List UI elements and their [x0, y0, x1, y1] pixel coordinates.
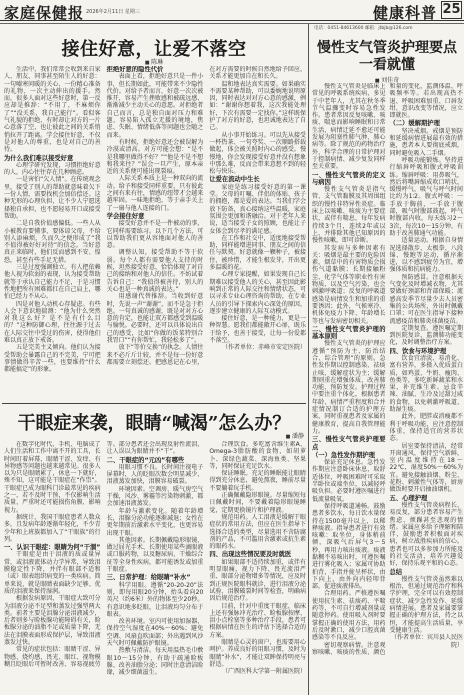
- section-title: 健康科普: [372, 4, 437, 22]
- body-paragraph: 密切观察病情。注意观察咳嗽、咳痰的性质、颜色和量的变化，监测体温、呼吸频率等。若出现高热不退、呼吸困难加重、口唇发绀、意识改变等情况，应立即就医。: [312, 83, 463, 656]
- page-number: 25: [442, 2, 461, 17]
- body-paragraph: 调整认知，接受帮助不等于软弱。每个人都有需要他人支持的时候，坦然接受好意，恰恰体现了对自己的接纳和对他人的信任。不妨试着告诉自己：“我值得被善待，别人的关心也是一种真诚的表达。”: [106, 249, 204, 293]
- body-paragraph: 放下“等价交换”的执念。人情往来不必斤斤计较，并不是每一份好意都需要立刻偿还。把感恩记在心里，在对方需要的时候自然地给予回应，关系才能更加自在和长久。: [106, 66, 306, 366]
- body-paragraph: 慢性支气管炎病程长、易反复，部分患者容易产生焦虑、烦躁甚至悲观的情绪。家属应多给予理解和陪伴，鼓励患者积极面对疾病，树立战胜疾病的信心。患者也可以多参加力所能及的社交活动，培养兴趣爱好，保持乐观平和的心态。: [389, 501, 463, 568]
- body-paragraph: 二是自我价值感偏低。一些人从小被教育要懂事、要体谅父母、不给别人添麻烦，久而久之便形成了“我不值得被好好对待”的信念。当好意真正来临时，他们反而感到不安、惶恐，甚至有些手足无措。: [4, 220, 101, 264]
- body-paragraph: 心理专家提醒，如果发现自己长期难以接受他人的关心，甚至因此影响到正常的人际交往和情绪状态，可以寻求专业心理咨询的帮助，在专业人员的引导下探索内心深处的原因，逐步建立健康的人际互动模式。: [209, 271, 306, 315]
- body-paragraph: 正确佩戴隐形眼镜。尽量缩短每日佩戴时间，不要戴着隐形眼镜睡觉，定期更换镜片和护理液。: [209, 492, 306, 514]
- section-heading: 五、心理护理: [389, 494, 428, 502]
- article-byline: ■ 潘静: [200, 431, 304, 440]
- body-paragraph: 慢性支气管炎虽然难以根治，但通过规范治疗和科学护理，完全可以有效控制症状、减少急性发作、延缓病情进展。患者及家属要掌握正确的护理方法，持之以恒，才能提高生活质量，享受健康生活。: [389, 575, 463, 634]
- body-paragraph: 年龄与激素变化。随着年龄增长，泪腺分泌功能逐渐减退；女性在更年期前后激素水平变化，也更容易出现干眼。: [106, 507, 204, 537]
- body-paragraph: 合理饮食。多吃富含维生素A、Omega-3脂肪酸的食物，如胡萝卜、深绿色蔬菜、深海鱼类、坚果等，同时保证充足饮水。: [209, 441, 306, 470]
- section-heading: 为什么我们难以接受好意: [4, 154, 74, 162]
- body-paragraph: 在工作和社交中，适度地接受帮助，同样能增进同事、朋友之间的信任与默契。好意就像一颗种子，被接住、被珍惜，才能生根发芽，开出更多温暖的花。: [209, 234, 306, 272]
- body-paragraph: 用眼习惯不良。长时间注视电子屏幕时，人的眨眼次数会明显减少，泪液蒸发加快，泪膜容易破裂。: [106, 463, 204, 486]
- body-paragraph: 家庭是练习接受好意的第一课堂。父母的叮嘱、伴侣的体贴、孩子的拥抱，都是爱的表达。当我们学会放下防备，真心接纳这些温暖，家庭氛围会更加和谐融洽。对于老年人来说，适当接受子女的照顾，也能让子女体会到尽孝的满足感。: [209, 183, 306, 235]
- body-paragraph: 眼睛是心灵的窗户，也需要用心呵护。养成良好的用眼习惯，及时为眼睛“补水”，才能让双眸保持明亮与舒适。: [209, 639, 306, 668]
- body-paragraph: 保证充足休息。急性发作期应注意卧床休息，取舒适体位，呼吸困难时可采取半卧位或端坐位，以减轻呼吸负担。必要时遵医嘱进行低流量吸氧。: [312, 459, 386, 503]
- body-paragraph: 常见的症状包括：眼睛干涩、异物感、烧灼感、畏光、眼红、视物模糊且眨眼后可暂时改善、容易视疲劳等。部分患者还会出现反射性流泪，让人误以为眼睛并不“干”。: [4, 441, 204, 668]
- body-paragraph: 坚决戒烟。戒烟是预防和延缓病情进展最有效的措施，患者本人要彻底戒烟，同时避免吸入二手烟。: [389, 127, 463, 157]
- body-paragraph: 环境因素。空调房、暖气房空气干燥，风沙、雾霾等污染物刺激，都会加速泪液蒸发。: [106, 485, 204, 508]
- body-paragraph: 表面上看，拒绝好意只是一件小事，但长期如此，可能带来不少隐性代价。对给予者而言，好意一次次被推开，容易产生挫败感和被疏远感，渐渐减少主动关心的意愿。对拒绝者自己而言，总是独自面对压力和难题，容易陷入孤立无援的境地，焦虑、失眠、情绪低落等问题也会随之而来。: [106, 73, 204, 139]
- body-paragraph: 人际关系本质上是一种双向的流动。给予和接受同样重要，只有彼此之间有来有往，情感的纽带才会越来越牢固。一味地拒绝，等于亲手关上了一扇与他人连接的门。: [106, 175, 204, 212]
- body-paragraph: 接受好意并不是一件被动的事，它同样需要练习。以下几个方法，可以帮助我们更从容地面对他人的善意。: [106, 220, 204, 250]
- author-affiliation: （作者单位：宾川县人民医院）: [390, 634, 463, 649]
- body-paragraph: 三是过度强调独立。有人把依赖他人视为软弱的表现，认为接受帮助就等于承认自己能力不足，于是习惯性地把所有困难都扛在自己肩上，哪怕已经力不从心。: [4, 264, 101, 301]
- section-heading: 四、出现这些情况要及时就医: [209, 551, 292, 559]
- section-heading: 四、饮食与环境护理: [389, 347, 447, 355]
- article-title-line: 一看就懂: [359, 56, 415, 73]
- article-body: [312, 83, 463, 691]
- body-paragraph: 接住好意，是一种能力，更是一种智慧。愿我们都能敞开心扉，既乐于给予，也善于接受，让每一份爱都不落空。: [209, 315, 306, 344]
- header-rule-thin: [0, 23, 464, 24]
- issue-date: 2026年2月11日 星期三: [86, 9, 140, 15]
- author-affiliation: （作者单位：赤峰市安定医院）: [221, 344, 306, 352]
- body-paragraph: 干眼症是由于泪液的质或量异常，或泪液流体动力学异常，导致泪膜稳定性下降，并伴有眼部不适和（或）眼表组织病变的一类疾病。简单来说，就是眼睛表面缺少足够、优质的泪液来保持湿润。: [4, 551, 101, 595]
- body-paragraph: 心理学研究发现，习惯拒绝好意的人，内心往往存在几种顾虑。: [4, 161, 101, 177]
- section-heading: 三、慢性支气管炎护理要点: [312, 436, 386, 451]
- body-paragraph: 饮食宜清淡、易消化、富有营养，多摄入优质蛋白质，如鸡蛋、牛奶、瘦肉、鱼类等，多吃新鲜蔬菜和水果，补充维生素。忌食辛辣、油腻、生冷及过甜过咸的食物，以免刺激呼吸道、助湿生痰。: [389, 354, 463, 414]
- body-paragraph: 其他因素。长期佩戴隐形眼镜、做过屈光手术、长期使用某些滴眼液或口服药物，以及糖尿病、干燥综合征等全身性疾病，都可能诱发或加重干眼症。: [106, 536, 204, 574]
- section-heading: 学会接住好意: [106, 212, 145, 220]
- article-byline: ■ 刘佳奇: [312, 75, 462, 84]
- article-title: 干眼症来袭，眼睛“喊渴”怎么办？: [17, 413, 291, 434]
- body-paragraph: 如果眼部不适持续加重，或伴有明显眼痛、视力下降、畏光流泪严重、眼部分泌物增多等情况，应及时到正规医院眼科就诊，进行泪液分泌试验、泪膜破裂时间等检查，明确病因后规范治疗。: [209, 558, 306, 603]
- body-paragraph: 在数字化时代，手机、电脑成了人们生活和工作中离不开的工具，长时间盯着屏幕，眼睛干涩、发痒、有异物感等问题也越来越常见。很多人以为只是眼睛累了，休息一下就好，殊不知，这可能是干眼症在“作祟”。干眼症已成为眼科门诊最常见的疾病之一，若不及时干预，不仅影响生活质量，严重时还可能损伤角膜、影响视力。: [4, 441, 101, 514]
- contact-info: 电话：0451-84613600 邮箱：jtbjb@126.com: [314, 26, 413, 31]
- column-divider: [308, 24, 309, 695]
- body-paragraph: 有时候，拒绝好意还会被误解为冷漠或清高。对方可能会想：“是不是我哪里做得不好？”“他是不是不想和我来往？”误会一旦产生，原本亲近的关系便可能出现裂痕。: [106, 138, 204, 176]
- body-paragraph: 五是完美主义倾向。他们认为接受帮助会暴露自己的不完美，宁可把事情做得辛苦一些，也要维持“什么都能搞定”的形象。: [4, 344, 101, 374]
- section-heading: 一、认识干眼症：眼睛为何“干涸”: [4, 544, 101, 552]
- subsection-heading: （二）缓解期护理: [389, 120, 440, 128]
- body-paragraph: 用感谢代替推辞。当收到好意时，先说一声“谢谢”，而不是急于拒绝。一句真诚的感谢，既是对对方心意的肯定，也能让双方都感受到温暖与愉悦。必要时，还可以具体说出自己的感受，比如“你做的饭菜特别合我胃口”“有你帮忙，我轻松多了”。: [106, 293, 204, 344]
- body-paragraph: 四是对他人动机心存疑虑。有些人会下意识地揣测：“他为什么突然对我这么好？是不是有什么目的？”这种防御心理，往往源于过去在人际交往中受过的伤害，使得他们难以真正放下戒备。: [4, 300, 101, 344]
- body-paragraph: 改善环境。室内可使用加湿器，保持空气湿度在40%～60%；避免空调、风扇直吹面部；外出遇到风沙天气时可佩戴防护眼镜。: [106, 618, 204, 648]
- body-paragraph: 一是害怕“欠人情”。在传统观念里，接受了别人的帮助就意味着欠下一份人情，需要找机会加倍偿还。这种无形的心理负担，让不少人宁愿选择独自承担，也不愿轻易开口或接受帮助。: [4, 176, 101, 220]
- article-divider: [2, 403, 306, 404]
- section-heading: 三、日常护理：给眼睛“补水”: [106, 574, 191, 582]
- body-paragraph: 预防感冒。注意根据天气变化及时增减衣物，尤其要做好颈部和背部保暖；流感高发季节尽量少去人员密集的公共场所，外出时佩戴口罩；可在医生指导下接种流感疫苗和肺炎球菌疫苗。: [389, 273, 463, 325]
- article-body: [4, 66, 306, 400]
- body-paragraph: 保持呼吸道通畅。鼓励患者多饮水，每日饮水量保持在1500毫升以上，以稀释痰液。指导患者进行有效咳嗽：取坐位，身体稍前倾，深吸气后屏气3～5秒，再用力咳出痰液。痰液黏稠不易咳出时，可遵医嘱进行雾化吸入；家属可协助拍背，手指并拢呈杯状，由下向上、由外向内轻叩背部，促进痰液排出。: [312, 502, 386, 591]
- body-paragraph: 此外，肥胖或消瘦都不利于呼吸功能，应注意控制体重，保持适宜的营养状态。: [389, 413, 463, 443]
- body-paragraph: 规范用药。人工泪液是缓解干眼症状的常用方法，但应在医生指导下选择合适的类型，尽量选用不含防腐剂的产品，不可滥用含激素或抗生素的眼药水。: [209, 513, 306, 551]
- body-paragraph: 适量运动。根据自身情况选择散步、太极拳、八段锦、慢跑等运动，循序渐进，以不感到疲劳为宜，增强体质和抗病能力。: [389, 237, 463, 274]
- body-paragraph: 其发病与多种因素有关：吸烟是最主要的危险因素，烟草中的有害物质会损伤气道黏膜；长期接触粉尘、化学气体等职业性有害物质，以及空气污染，也会刺激呼吸道；反复的呼吸道感染是病情发生和加重的重要诱因；此外，气候寒冷、机体免疫力下降、年龄增长等也与发病密切相关。: [312, 244, 386, 325]
- body-paragraph: 温和地表达真实需要。如果确实不需要某种帮助，可以委婉地说明原因，同时表达对对方心意的感激，例如：“谢谢你想着我，这次我能处理好，下次有需要一定找你。”这样既保护了对方的好意，也坦诚地表达了自己。: [209, 80, 306, 132]
- body-paragraph: 慢性支气管炎的护理应遵循“预防为主、防治结合、综合管理”的原则。急性发作期以控制感染、祛痰止咳、缓解症状为主；缓解期则重在增强体质、改善肺功能、预防复发。护理过程中要注重个体化，根据患者年龄、病情严重程度和合并症情况制订合适的护理方案，同时重视患者及家属的健康教育，提高自我管理能力。: [312, 340, 386, 435]
- body-paragraph: 慢性支气管炎是临床上常见的呼吸系统疾病，多见于中老年人，尤其在秋冬季节气温骤变时容易急性发作。患者常因反复咳嗽、咳痰、喘息而影响睡眠和日常生活，病情迁延不愈还可能发展为阻塞性肺气肿、肺心病等。除了规范的药物治疗外，科学合理的日常护理对于控制病情、减少复发同样至关重要。: [312, 83, 386, 171]
- body-paragraph: 从小事开始练习。可以先从接受一杯热茶、一句夸奖、一次顺路搭载做起，体会被关照时内心的感受。慢慢地，你会发现接受好意并没有想象中那么难，反而会带来意想不到的轻松与快乐。: [209, 131, 306, 176]
- section-heading: 让爱在流动中生长: [209, 176, 260, 184]
- section-heading: 拒绝好意的隐性代价: [106, 66, 164, 73]
- section-heading: 二、慢性支气管炎护理的基本原则: [312, 325, 386, 341]
- body-paragraph: 居室要保持清洁，经常开窗通风，保持空气新鲜，室内温度维持在18～22℃，湿度50%～60%为宜。避免接触油烟、粉尘、花粉、刺激性气体等，厨房做饭时要开启抽油烟机。: [389, 442, 463, 494]
- body-paragraph: 目前，针对中重度干眼症，临床上还有强脉冲光治疗、睑板腺按摩、泪小点栓塞等多种治疗手段，患者可根据病情在医生的评估下选择合适的方案。: [209, 602, 306, 639]
- article-title: 接住好意，让爱不落空: [61, 39, 247, 60]
- newspaper-masthead: 家庭保健报: [4, 4, 85, 22]
- body-paragraph: 定期复查。遵医嘱定期到医院复诊，监测肺功能变化，及时调整治疗方案。: [389, 324, 463, 347]
- body-paragraph: 根据发病原因，干眼症大致可分为泪液分泌不足型和蒸发过强型两大类。前者主要是泪腺分泌泪液减少，后者则多与睑板腺功能障碍有关，睑板腺分泌的油脂不足或质量下降，无法在泪膜表面形成保护层，导致泪液蒸发过快。: [4, 595, 101, 647]
- body-paragraph: 生活中，我们常常会收到来自家人、朋友、同事甚至陌生人的好意：一句嘘寒问暖的关心、一份精心准备的礼物、一次主动伸出的援手。然而，很多人面对这些好意时，第一反应却是推辞：“不用了，不麻烦你了”“没关系，我自己能行”。看似客气礼貌的拒绝，有时却让对方的一片心意落了空，也让彼此之间的关系悄悄拉开了距离。学会接住好意，不仅是对他人的尊重，也是对自己的善待。: [4, 66, 101, 154]
- subsection-heading: （一）急性发作期护理: [312, 451, 375, 459]
- article-body: [4, 441, 306, 691]
- body-paragraph: 合理用药。严格遵医嘱使用抗生素、祛痰药、平喘药等，不可自行增减剂量或随意停药。使用吸入剂时要掌握正确的使用方法，用药后及时漱口，减少口腔真菌感染等不良反应。: [312, 590, 386, 642]
- section-heading: 总结: [389, 568, 403, 576]
- body-paragraph: 科学用眼。遵循“20-20-20”法则，即每用眼20分钟，抬头看向20英尺（约6米）外的物体至少20秒。有意识地多眨眼，让泪液均匀分布于眼表。: [106, 581, 204, 618]
- body-paragraph: 呼吸功能锻炼。坚持进行缩唇呼吸和腹式呼吸训练。缩唇呼吸：用鼻吸气，然后将嘴唇缩成吹口哨状，缓慢呼气，吸气与呼气时间比约为1∶2。腹式呼吸：一手放于胸前，一手放于腹部，吸气时腹部鼓起，呼气时腹部内收。每天练习2～3次，每次10～15分钟，有助于改善肺通气功能。: [389, 156, 463, 237]
- body-paragraph: 慢性支气管炎是指气管、支气管黏膜及其周围组织的慢性非特异性炎症。临床上以咳嗽、咳痰为主要症状，或伴有喘息，每年发病持续3个月，连续2年或以上，并排除其他已知原因的慢性咳嗽，即可诊断。: [312, 186, 386, 245]
- body-paragraph: 热敷与清洁。每天用温热毛巾敷眼10～15分钟，有助于疏通睑板腺、改善油脂分泌；同时注意清洁睑缘，减少细菌滋生。: [106, 647, 204, 677]
- header-rule: [0, 20, 464, 21]
- article-title: [312, 40, 462, 73]
- article-title-line: 慢性支气管炎护理要点: [317, 40, 457, 56]
- body-paragraph: 保证睡眠。充足的睡眠能让眼睛得到充分休息，避免熬夜，睡前尽量不要躺着玩手机。: [209, 470, 306, 492]
- author-affiliation: （广西医科大学第一附属医院）: [221, 668, 306, 676]
- article-byline: ■ 陈琳: [2, 57, 306, 66]
- section-heading: 二、干眼症的“元凶”有哪些: [106, 456, 185, 464]
- body-paragraph: 据统计，我国干眼症患者人数众多，且发病年龄逐渐年轻化，不少青少年和上班族都加入了“干眼族”的行列。: [4, 513, 101, 543]
- section-heading: 一、慢性支气管炎的定义与病因: [312, 171, 386, 186]
